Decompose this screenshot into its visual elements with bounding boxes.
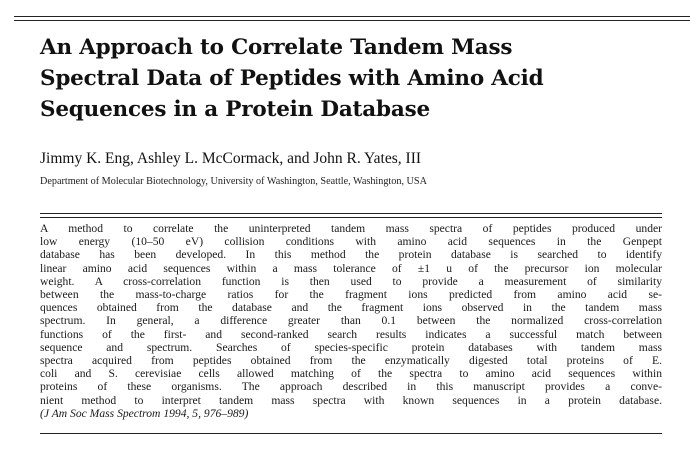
abstract-line: spectrum. In general, a difference greater than 0.1 between the normalized cross-correlation [40,314,662,328]
abstract-line: proteins of these organisms. The approach described in this manuscript provides a conve- [40,380,662,394]
author-list: Jimmy K. Eng, Ashley L. McCormack, and John R. Yates, III [40,150,422,167]
top-double-rule [14,16,690,21]
abstract-line: quences obtained from the database and the fragment ions observed in the tandem mass [40,301,662,315]
abstract-line: database has been developed. In this method the protein database is searched to identify [40,248,662,262]
abstract-top-rule [40,213,662,218]
author-affiliation: Department of Molecular Biotechnology, University of Washington, Seattle, Washington, USA [40,176,427,187]
title-line: Sequences in a Protein Database [40,97,430,122]
abstract-line: spectra acquired from peptides obtained from the enzymatically digested total proteins of E. [40,354,662,368]
abstract-line: linear amino acid sequences within a mass tolerance of ±1 u of the precursor ion molecular [40,261,662,275]
abstract-line: sequence and spectrum. Searches of species-specific protein databases with tandem mass [40,340,662,354]
abstract [40,222,662,420]
abstract-line: functions of the first- and second-ranked search results indicates a successful match between [40,327,662,341]
abstract-line: weight. A cross-correlation function is then used to provide a measurement of similarity [40,274,662,288]
abstract-bottom-rule [40,433,662,434]
citation: (J Am Soc Mass Spectrom 1994, 5, 976–989) [40,406,249,420]
abstract-line: nient method to interpret tandem mass spectra with known sequences in a protein database. [40,393,662,407]
article-title [40,32,680,125]
abstract-line: low energy (10–50 eV) collision conditions with amino acid sequences in the Genpept [40,235,662,249]
title-line: Spectral Data of Peptides with Amino Acid [40,66,544,91]
abstract-line: coli and S. cerevisiae cells allowed matching of the spectra to amino acid sequences within [40,367,662,381]
title-line: An Approach to Correlate Tandem Mass [40,35,513,60]
abstract-line: between the mass-to-charge ratios for the fragment ions predicted from amino acid se- [40,288,662,302]
abstract-line: A method to correlate the uninterpreted tandem mass spectra of peptides produced under [40,222,662,235]
